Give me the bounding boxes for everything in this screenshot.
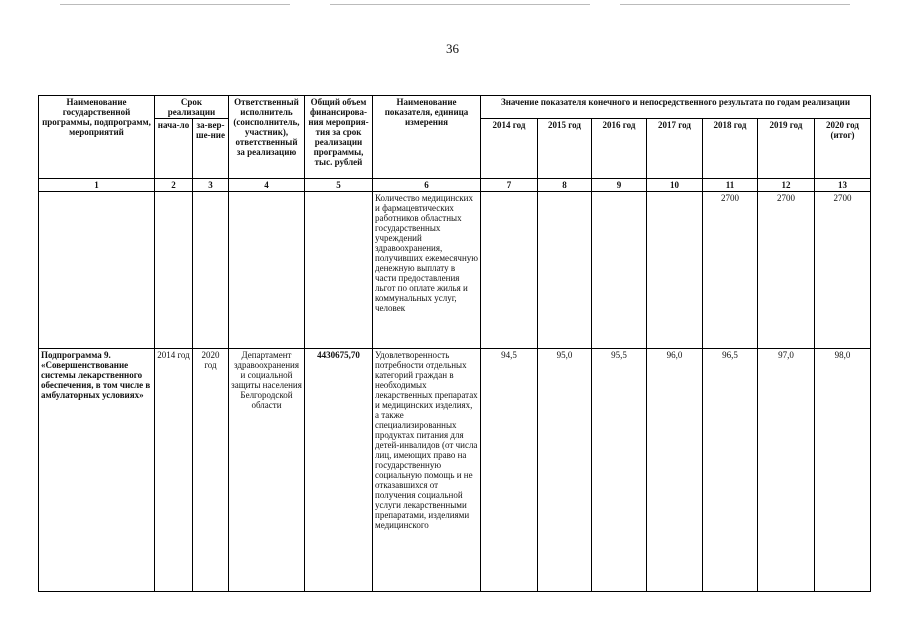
row-indicator: Удовлетворенность потребности отдельных категорий граждан в необходимых лекарственных препаратах и медицинских изделиях, а также специализированных продуктах питания для детей-инвалидов (от числа лиц, имеющих право на государственную социальную помощь и не отказавшихся от получения социальной услуги лекарственными препаратами, изделиями медицинского: [373, 349, 481, 592]
row-executor: Департамент здравоохранения и социальной защиты населения Белгородской области: [229, 349, 305, 592]
column-number: 5: [305, 179, 373, 192]
header-year-2014: 2014 год: [481, 119, 538, 179]
top-rule-center: [330, 4, 590, 5]
row-value-2016: [592, 192, 647, 349]
header-name: Наименование государственной программы, подпрограмм, мероприятий: [39, 96, 155, 179]
row-value-2019: 97,0: [758, 349, 815, 592]
header-year-2018: 2018 год: [703, 119, 758, 179]
row-funding: [305, 192, 373, 349]
row-end: 2020 год: [193, 349, 229, 592]
column-number: 6: [373, 179, 481, 192]
row-indicator: Количество медицинских и фармацевтических работников областных государственных учреждений здравоохранения, получивших ежемесячную денежную выплату в части предоставления льгот по оплате жилья и коммунальных услуг, человек: [373, 192, 481, 349]
header-year-2016: 2016 год: [592, 119, 647, 179]
row-start: 2014 год: [155, 349, 193, 592]
header-period-end: за-вер-ше-ние: [193, 119, 229, 179]
column-number: 8: [538, 179, 592, 192]
header-year-2019: 2019 год: [758, 119, 815, 179]
row-end: [193, 192, 229, 349]
column-number: 4: [229, 179, 305, 192]
column-number: 7: [481, 179, 538, 192]
row-value-2020: 2700: [815, 192, 871, 349]
row-name: Подпрограмма 9. «Совершенствование системы лекарственного обеспечения, в том числе в амбулаторных условиях»: [39, 349, 155, 592]
row-name: [39, 192, 155, 349]
header-period-start: нача-ло: [155, 119, 193, 179]
column-number: 3: [193, 179, 229, 192]
row-value-2017: 96,0: [647, 349, 703, 592]
row-value-2014: [481, 192, 538, 349]
row-funding: 4430675,70: [305, 349, 373, 592]
row-value-2018: 2700: [703, 192, 758, 349]
table-row: [39, 349, 871, 592]
column-number-row: [39, 179, 871, 192]
column-number: 10: [647, 179, 703, 192]
row-executor: [229, 192, 305, 349]
top-rule-left: [60, 4, 290, 5]
header-year-2020: 2020 год (итог): [815, 119, 871, 179]
row-value-2015: 95,0: [538, 349, 592, 592]
header-funding: Общий объем финансирова-ния мероприя-тия за срок реализации программы, тыс. рублей: [305, 96, 373, 179]
row-value-2015: [538, 192, 592, 349]
header-year-2017: 2017 год: [647, 119, 703, 179]
header-indicator: Наименование показателя, единица измерения: [373, 96, 481, 179]
row-value-2019: 2700: [758, 192, 815, 349]
row-value-2018: 96,5: [703, 349, 758, 592]
column-number: 11: [703, 179, 758, 192]
column-number: 9: [592, 179, 647, 192]
column-number: 12: [758, 179, 815, 192]
row-value-2014: 94,5: [481, 349, 538, 592]
page-number: 36: [446, 41, 459, 56]
column-number: 13: [815, 179, 871, 192]
header-period: Срок реализации: [155, 96, 229, 119]
header-values-group: Значение показателя конечного и непосредственного результата по годам реализации: [481, 96, 871, 119]
row-value-2016: 95,5: [592, 349, 647, 592]
column-number: 2: [155, 179, 193, 192]
top-rule-right: [620, 4, 850, 5]
row-value-2017: [647, 192, 703, 349]
header-executor: Ответственный исполнитель (соисполнитель, участник), ответственный за реализацию: [229, 96, 305, 179]
header-row-top: [39, 96, 871, 119]
table-row: [39, 192, 871, 349]
row-value-2020: 98,0: [815, 349, 871, 592]
program-table: [38, 95, 871, 592]
column-number: 1: [39, 179, 155, 192]
row-start: [155, 192, 193, 349]
header-year-2015: 2015 год: [538, 119, 592, 179]
